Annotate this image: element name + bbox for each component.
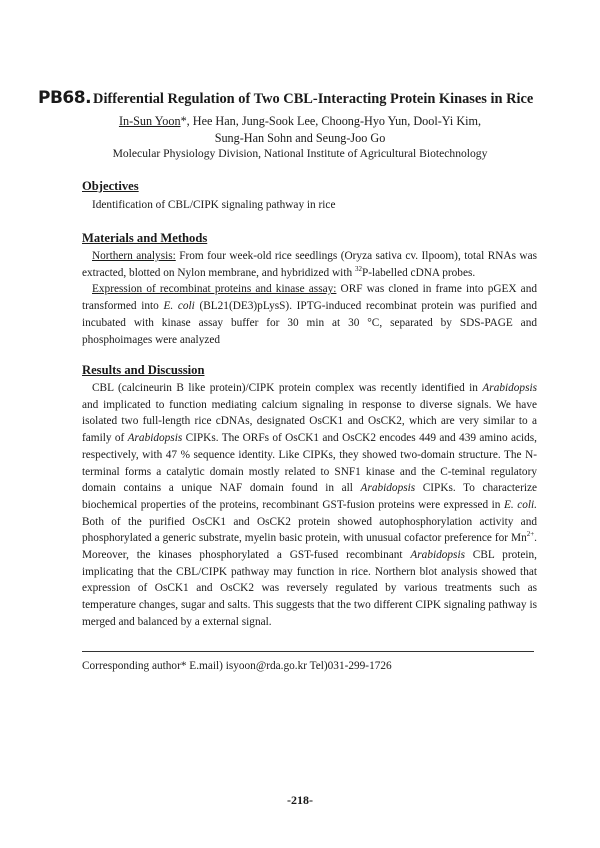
methods-p2-end: , separated by SDS-PAGE and phosphoimages were analyzed <box>82 316 537 346</box>
first-author: In-Sun Yoon <box>118 114 181 128</box>
affiliation: Molecular Physiology Division, National Institute of Agricultural Biotechnology <box>112 147 488 160</box>
italic-arabidopsis-4: Arabidopsis <box>410 549 465 562</box>
methods-p2-mid: (BL21(DE3)pLysS). IPTG-induced recombinat protein was purified and incubated with kinase assay buffer for 30 min at 30 <box>82 300 537 329</box>
methods-heading: Materials and Methods <box>82 231 208 245</box>
results-text-1: CBL (calcineurin B like protein)/CIPK protein complex was recently identified in <box>92 382 483 394</box>
other-authors: , Hee Han, Jung-Sook Lee, Choong-Hyo Yun, Dool-Yi Kim, <box>186 114 482 128</box>
corresponding-author: Corresponding author* E.mail) isyoon@rda.go.kr Tel)031-299-1726 <box>82 660 392 672</box>
objectives-heading: Objectives <box>82 179 139 193</box>
results-text-3: CIPKs. The ORFs of OsCK1 and OsCK2 encodes 449 and 439 amino acids, respectively, with 47 % sequence identity. Like CIPKs, they showed two-domain structure. The N-terminal forms a catalytic domain mostly related to SNF1 kinase and the C-teminal regulatory domain contains a unique NAF domain found in all <box>82 432 537 495</box>
footer-divider <box>82 651 534 652</box>
results-text-6: . Moreover, the kinases phosphorylated a GST-fused recombinant <box>82 532 537 562</box>
abstract-code: PB68. <box>38 88 92 108</box>
methods-paragraph-1 <box>82 248 537 281</box>
results-paragraph <box>82 380 537 631</box>
methods-p1-end: P-labelled cDNA probes. <box>361 266 476 279</box>
methods-p1-text: From four week-old rice seedlings (Oryza sativa cv. Ilpoom), total RNAs was extracted, blotted on Nylon membrane, and hybridized with <box>82 250 537 279</box>
authors-line-2: Sung-Han Sohn and Seung-Joo Go <box>214 131 386 145</box>
authors-line-1 <box>0 114 600 129</box>
manganese-superscript: 2+ <box>526 530 535 539</box>
title-row <box>38 88 578 108</box>
ecoli-italic: E. coli <box>163 300 195 313</box>
methods-p2-text: ORF was cloned in frame into pGEX and transformed into <box>82 283 537 313</box>
methods-paragraph-2 <box>82 281 537 348</box>
results-text-7: CBL protein, implicating that the CBL/CIPK pathway may function in rice. Northern blot analysis showed that expression of OsCK1 and OsCK2 was reversely regulated by various treatments such as temperature changes, sugar and salts. This suggests that the two different CIPK signaling pathway is merged and balanced by a external signal. <box>82 549 537 628</box>
paper-title: Differential Regulation of Two CBL-Interacting Protein Kinases in Rice <box>93 91 534 107</box>
results-text-2: and implicated to function mediating calcium signaling in response to diverse signals. We have isolated two full-length rice cDNAs, designated OsCK1 and OsCK2, which are very similar to a family of <box>82 398 537 445</box>
results-text-5: Both of the purified OsCK1 and OsCK2 protein showed autophosphorylation activity and phosphorylated a generic substrate, myelin basic protein, with unusual cofactor preference for Mn <box>82 515 537 545</box>
degree-unit: °C <box>367 316 380 329</box>
isotope-superscript: 32 <box>354 264 362 273</box>
italic-ecoli: E. coli. <box>503 498 537 511</box>
northern-analysis-label: Northern analysis: <box>92 250 176 262</box>
page-number: -218- <box>287 793 313 807</box>
results-body <box>82 380 537 631</box>
italic-arabidopsis-1: Arabidopsis <box>482 382 537 394</box>
results-heading: Results and Discussion <box>82 363 205 377</box>
italic-arabidopsis-3: Arabidopsis <box>360 482 416 495</box>
results-text-4: CIPKs. To characterize biochemical properties of the proteins, recombinant GST-fusion proteins were expressed in <box>82 482 537 511</box>
methods-body <box>82 248 537 348</box>
corresponding-mark: * <box>180 114 187 128</box>
italic-arabidopsis-2: Arabidopsis <box>127 432 183 445</box>
expression-label: Expression of recombinat proteins and kinase assay: <box>92 283 337 296</box>
objectives-text: Identification of CBL/CIPK signaling pathway in rice <box>92 199 336 211</box>
